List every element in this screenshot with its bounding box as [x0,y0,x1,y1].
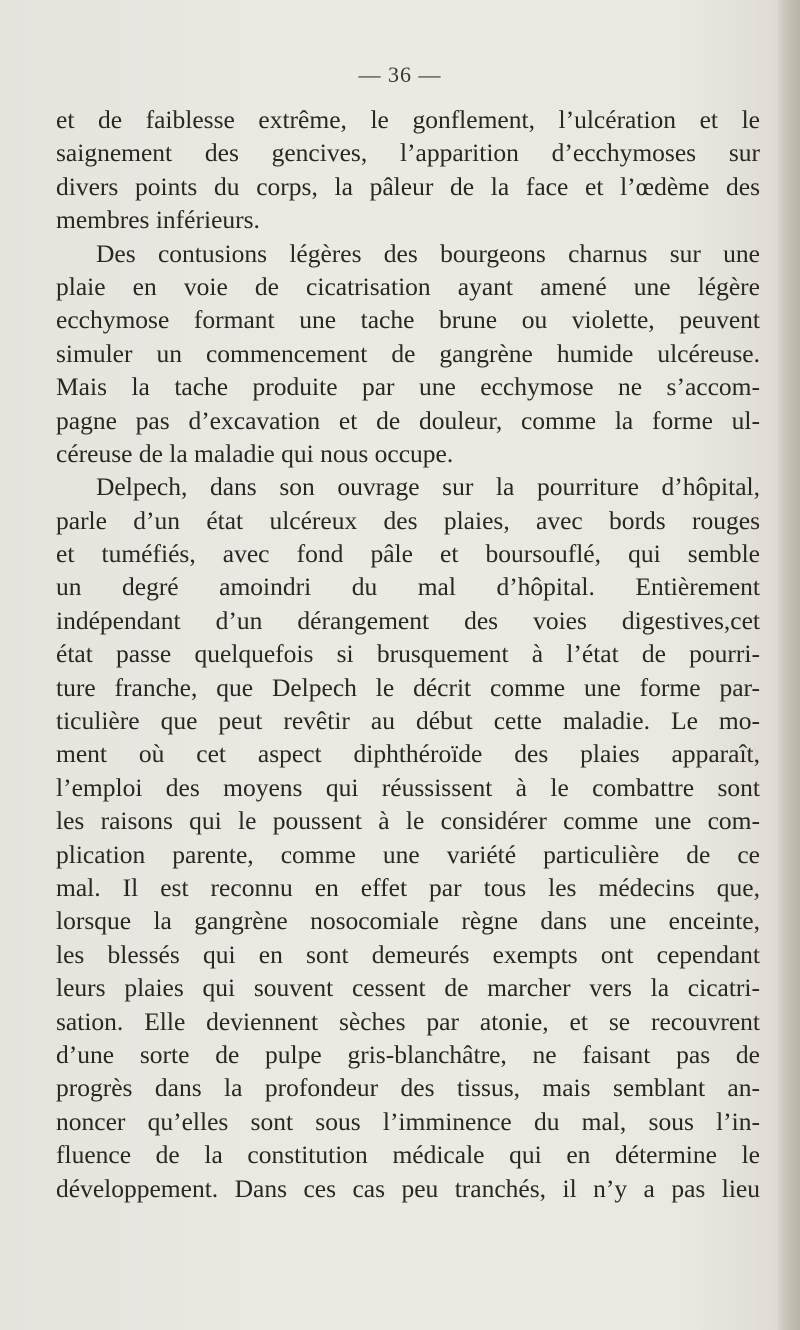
text-line: Delpech, dans son ouvrage sur la pourriture d’hôpital, [96,472,760,502]
text-line: développement. Dans ces cas peu tranchés, il n’y a pas lieu [56,1173,760,1203]
text-line: simuler un commencement de gangrène humide ulcéreuse. [56,338,760,368]
text-line: les raisons qui le poussent à le considérer comme une com- [56,806,760,836]
text-line: état passe quelquefois si brusquement à l’état de pourri- [56,639,760,669]
text-line: lorsque la gangrène nosocomiale règne dans une enceinte, [56,906,760,936]
text-line: les blessés qui en sont demeurés exempts ont cependant [56,939,760,969]
body-text [56,103,760,1205]
text-line: Mais la tache produite par une ecchymose ne s’accom- [56,372,760,402]
text-line: et tuméfiés, avec fond pâle et boursouflé, qui semble [56,539,760,569]
text-line: mal. Il est reconnu en effet par tous les médecins que, [56,872,760,902]
text-line: plication parente, comme une variété particulière de ce [56,839,760,869]
text-line: indépendant d’un dérangement des voies digestives,cet [56,605,760,635]
text-line: céreuse de la maladie qui nous occupe. [56,438,454,468]
text-line: un degré amoindri du mal d’hôpital. Entièrement [56,572,760,602]
text-line: ticulière que peut revêtir au début cette maladie. Le mo- [56,706,760,736]
text-line: pagne pas d’excavation et de douleur, comme la forme ul- [56,405,760,435]
text-line: parle d’un état ulcéreux des plaies, avec bords rouges [56,505,760,535]
text-line: ture franche, que Delpech le décrit comme une forme par- [56,672,760,702]
text-line: saignement des gencives, l’apparition d’ecchymoses sur [56,138,760,168]
text-line: fluence de la constitution médicale qui en détermine le [56,1140,760,1170]
text-line: divers points du corps, la pâleur de la face et l’œdème des [56,171,760,201]
text-line: progrès dans la profondeur des tissus, mais semblant an- [56,1073,760,1103]
text-line: plaie en voie de cicatrisation ayant amené une légère [56,271,760,301]
text-line: ecchymose formant une tache brune ou violette, peuvent [56,305,760,335]
page-edge-shadow [778,0,800,1330]
text-line: leurs plaies qui souvent cessent de marcher vers la cicatri- [56,973,760,1003]
text-line: Des contusions légères des bourgeons charnus sur une [96,238,760,268]
text-line: l’emploi des moyens qui réussissent à le combattre sont [56,772,760,802]
text-line: ment où cet aspect diphthéroïde des plaies apparaît, [56,739,760,769]
text-line: sation. Elle deviennent sèches par atonie, et se recouvrent [56,1006,760,1036]
text-line: d’une sorte de pulpe gris-blanchâtre, ne faisant pas de [56,1039,760,1069]
text-line: noncer qu’elles sont sous l’imminence du mal, sous l’in- [56,1106,760,1136]
page-number: — 36 — [358,62,442,87]
text-line: membres inférieurs. [56,205,260,235]
text-line: et de faiblesse extrême, le gonflement, l’ulcération et le [56,105,760,134]
